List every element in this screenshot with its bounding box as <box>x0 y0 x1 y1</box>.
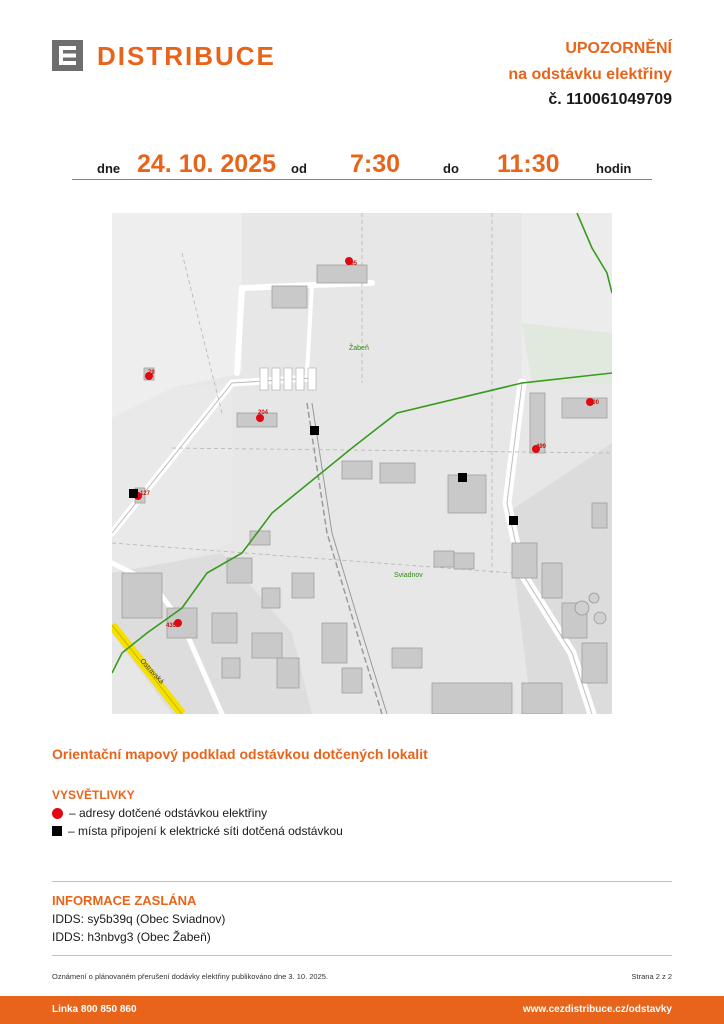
outage-date: 24. 10. 2025 <box>137 150 277 178</box>
map-label-435: 435 <box>166 623 177 629</box>
notice-number: č. 110061049709 <box>548 91 672 108</box>
to-time: 11:30 <box>497 150 560 178</box>
legend-title: VYSVĚTLIVKY <box>52 788 135 802</box>
notice-subtitle: na odstávku elektřiny <box>508 66 672 83</box>
map-caption: Orientační mapový podklad odstávkou dotčených lokalit <box>52 746 428 762</box>
legend-connection-text: – místa připojení k elektrické síti dotčená odstávkou <box>68 824 343 838</box>
map-street-label: Ostravská <box>138 657 165 686</box>
legend-item-address <box>52 806 267 820</box>
map-label-205: 205 <box>347 261 358 267</box>
divider <box>52 955 672 956</box>
map-label-204: 204 <box>258 410 269 416</box>
hours-label: hodin <box>596 161 632 176</box>
from-label: od <box>291 161 307 176</box>
legend-address-text: – adresy dotčené odstávkou elektřiny <box>69 806 268 820</box>
map-label-499: 499 <box>536 444 547 450</box>
page-number: Strana 2 z 2 <box>631 972 672 981</box>
notice-title: UPOZORNĚNÍ <box>565 40 672 57</box>
publication-note: Oznámení o plánovaném přerušení dodávky elektřiny publikováno dne 3. 10. 2025. <box>52 972 329 981</box>
logo-text: DISTRIBUCE <box>97 41 276 71</box>
info-title: INFORMACE ZASLÁNA <box>52 893 197 908</box>
footer-bar <box>0 996 724 1024</box>
hotline-text: Linka 800 850 860 <box>52 1004 137 1015</box>
map-place-zaben: Žabeň <box>349 345 369 352</box>
map-label-79: 79 <box>148 370 155 376</box>
info-line-zaben: IDDS: h3nbvg3 (Obec Žabeň) <box>52 930 211 944</box>
map-label-127: 127 <box>140 491 151 497</box>
from-time: 7:30 <box>350 150 401 178</box>
map-place-sviadnov: Sviadnov <box>394 572 423 579</box>
to-label: do <box>443 161 459 176</box>
website-link[interactable]: www.cezdistribuce.cz/odstavky <box>522 1004 672 1015</box>
info-line-sviadnov: IDDS: sy5b39q (Obec Sviadnov) <box>52 912 226 926</box>
legend-item-connection <box>52 824 343 838</box>
day-label: dne <box>97 161 121 176</box>
map-label-500: 500 <box>589 400 600 406</box>
date-divider <box>72 179 652 180</box>
outage-map <box>112 213 612 714</box>
cez-logo-icon <box>52 40 83 71</box>
black-square-icon <box>52 826 62 836</box>
divider <box>52 881 672 882</box>
red-dot-icon <box>52 808 63 819</box>
